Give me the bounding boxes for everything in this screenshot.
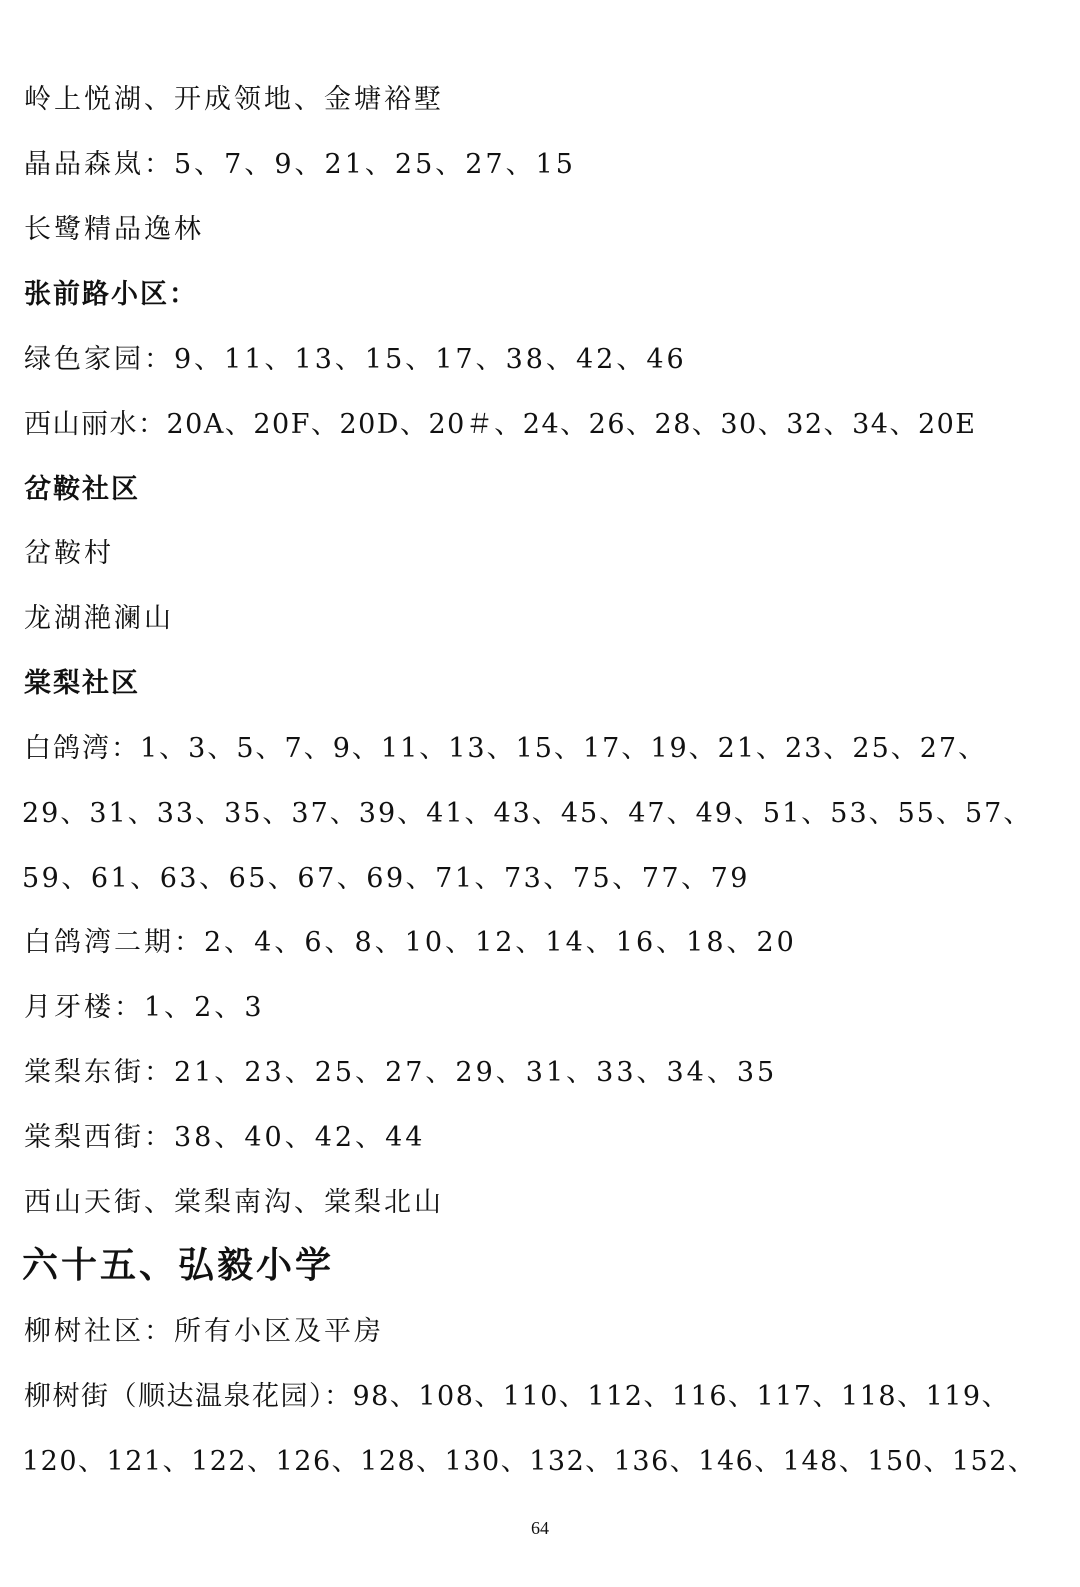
text-line-chaan-village: 岔鞍村 [24, 538, 114, 569]
text-line-changlu: 长鹭精品逸林 [24, 214, 204, 245]
text-line-tangli-west: 棠梨西街：38、40、42、44 [24, 1122, 426, 1153]
section-title-hongyi-school: 六十五、弘毅小学 [22, 1245, 335, 1286]
text-line-jingpin-senlan: 晶品森岚：5、7、9、21、25、27、15 [24, 149, 576, 180]
text-line-lvse-jiayuan: 绿色家园：9、11、13、15、17、38、42、46 [24, 344, 687, 375]
text-line-liushu-street-1: 柳树街（顺达温泉花园）：98、108、110、112、116、117、118、119、 [24, 1381, 1011, 1412]
text-line-liushu-community: 柳树社区：所有小区及平房 [24, 1316, 384, 1347]
text-line-baigewan-2: 29、31、33、35、37、39、41、43、45、47、49、51、53、55、57、 [22, 798, 1033, 829]
text-line-xishan-tianjie: 西山天街、棠梨南沟、棠梨北山 [24, 1187, 444, 1218]
text-line-liushu-street-2: 120、121、122、126、128、130、132、136、146、148、150、152、 [22, 1446, 1037, 1477]
heading-tangli-community: 棠梨社区 [24, 668, 140, 699]
text-line-baigewan-1: 白鸽湾：1、3、5、7、9、11、13、15、17、19、21、23、25、27、 [24, 733, 988, 764]
heading-chaan-community: 岔鞍社区 [24, 474, 140, 505]
text-line-baigewan-phase2: 白鸽湾二期：2、4、6、8、10、12、14、16、18、20 [24, 927, 797, 958]
text-line-residences: 岭上悦湖、开成领地、金塘裕墅 [24, 84, 444, 115]
page-number: 64 [531, 1518, 549, 1538]
text-line-xishan-lishui: 西山丽水：20A、20F、20D、20＃、24、26、28、30、32、34、20E [24, 409, 977, 440]
heading-zhangqianlu: 张前路小区： [24, 279, 198, 310]
text-line-longhu: 龙湖滟澜山 [24, 603, 174, 634]
text-line-baigewan-3: 59、61、63、65、67、69、71、73、75、77、79 [22, 863, 750, 894]
text-line-tangli-east: 棠梨东街：21、23、25、27、29、31、33、34、35 [24, 1057, 778, 1088]
text-line-yueyalou: 月牙楼：1、2、3 [24, 992, 265, 1023]
